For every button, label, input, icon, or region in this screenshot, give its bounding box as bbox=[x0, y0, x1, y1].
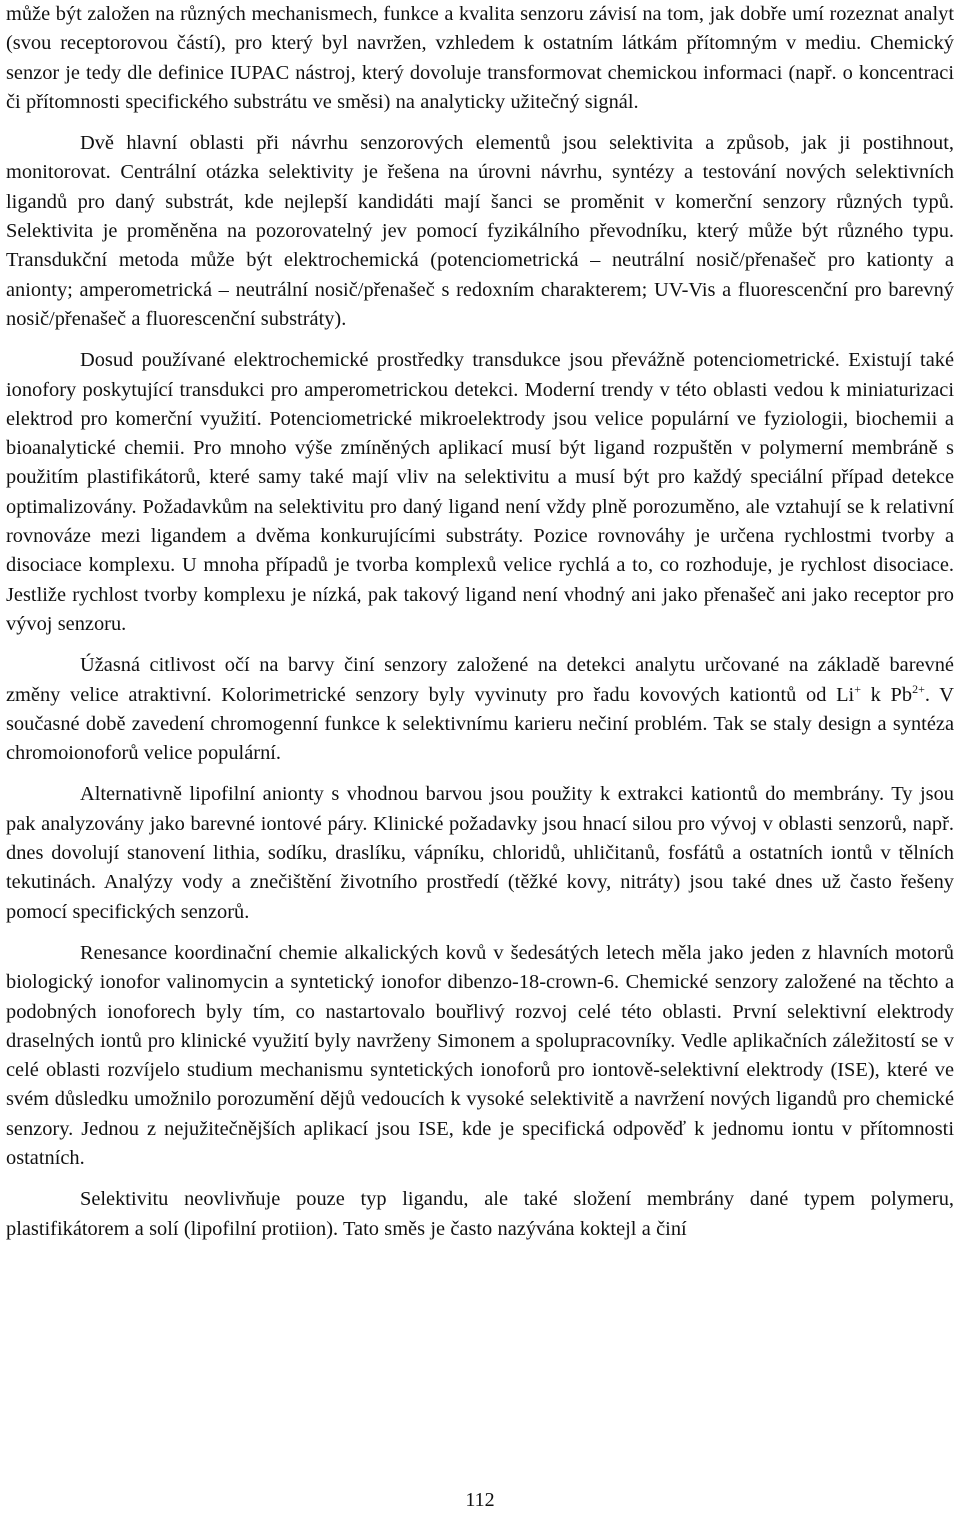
lithium-charge-superscript: + bbox=[854, 681, 862, 696]
paragraph-4 bbox=[6, 651, 954, 768]
paragraph-1: může být založen na různých mechanismech, funkce a kvalita senzoru závisí na tom, jak dobře umí rozeznat analyt (svou receptorovou částí), pro který byl navržen, vzhledem k ostatním látkám přítomným v mediu. Chemický senzor je tedy dle definice IUPAC nástroj, který dovoluje transformovat chemickou informaci (např. o koncentraci či přítomnosti specifického substrátu ve směsi) na analyticky užitečný signál. bbox=[6, 3, 954, 113]
paragraph-3: Dosud používané elektrochemické prostředky transdukce jsou převážně potenciometrické. Existují také ionofory poskytující transdukci pro amperometrickou detekci. Moderní trendy v této oblasti vedou k miniaturizaci elektrod pro komerční využití. Potenciometrické mikroelektrody jsou velice populární ve fyziologii, biochemii a bioanalytické chemii. Pro mnoho výše zmíněných aplikací musí být ligand rozpuštěn v polymerní membráně s použitím plastifikátorů, které samy také mají vliv na selektivitu a musí být pro každý speciální případ detekce optimalizovány. Požadavkům na selektivitu pro daný ligand není vždy plně porozuměno, ale vztahují se k relativní rovnováze mezi ligandem a dvěma konkurujícími substráty. Pozice rovnováhy je určena rychlostmi tvorby a disociace komplexu. U mnoha případů je tvorba komplexů velice rychlá a to, co rozhoduje, je rychlost disociace. Jestliže rychlost tvorby komplexu je nízká, pak takový ligand není vhodný ani jako přenašeč ani jako receptor pro vývoj senzoru. bbox=[6, 349, 954, 635]
paragraph-7: Selektivitu neovlivňuje pouze typ ligandu, ale také složení membrány dané typem polymeru, plastifikátorem a solí (lipofilní protiion). Tato směs je často nazývána koktejl a činí bbox=[6, 1188, 954, 1240]
page-number: 112 bbox=[465, 1489, 495, 1511]
body-text bbox=[6, 0, 954, 1244]
paragraph-4-text-b: k Pb bbox=[861, 683, 913, 706]
lead-charge-superscript: 2+ bbox=[912, 681, 925, 696]
paragraph-2: Dvě hlavní oblasti při návrhu senzorových elementů jsou selektivita a způsob, jak ji postihnout, monitorovat. Centrální otázka selektivity je řešena na úrovni návrhu, syntézy a testování nových selektivních ligandů pro daný substrát, kde nejlepší kandidáti mají šanci se proměnit v komerční senzory různých typů. Selektivita je proměněna na pozorovatelný jev pomocí fyzikálního převodníku, který může být různého typu. Transdukční metoda může být elektrochemická (potenciometrická – neutrální nosič/přenašeč pro kationty a anionty; amperometrická – neutrální nosič/přenašeč s redoxním charakterem; UV-Vis a fluorescenční pro barevný nosič/přenašeč a fluorescenční substráty). bbox=[6, 132, 954, 330]
paragraph-4-text-a: Úžasná citlivost očí na barvy činí senzory založené na detekci analytu určované na základě barevné změny velice atraktivní. Kolorimetrické senzory byly vyvinuty pro řadu kovových kationtů od Li bbox=[6, 654, 954, 706]
document-page bbox=[6, 0, 954, 1525]
paragraph-4-text-c: . V současné době zavedení chromogenní funkce k selektivnímu karieru nečiní problém. Tak se staly design a syntéza chromoionoforů velice populární. bbox=[6, 683, 955, 765]
paragraph-5: Alternativně lipofilní anionty s vhodnou barvou jsou použity k extrakci kationtů do membrány. Ty jsou pak analyzovány jako barevné iontové páry. Klinické požadavky jsou hnací silou pro vývoj v oblasti senzorů, např. dnes dovolují stanovení lithia, sodíku, draslíku, vápníku, chloridů, uhličitanů, fosfátů a ostatních iontů v tělních tekutinách. Analýzy vody a znečištění životního prostředí (těžké kovy, nitráty) jsou také dnes už často řešeny pomocí specifických senzorů. bbox=[6, 783, 954, 923]
paragraph-6: Renesance koordinační chemie alkalických kovů v šedesátých letech měla jako jeden z hlavních motorů biologický ionofor valinomycin a syntetický ionofor dibenzo-18-crown-6. Chemické senzory založené na těchto a podobných ionoforech byly tím, co nastartovalo bouřlivý rozvoj celé této oblasti. První selektivní elektrody draselných iontů pro klinické využití byly navrženy Simonem a spolupracovníky. Vedle aplikačních záležitostí se v celé oblasti rozvíjelo studium mechanismu syntetických ionoforů pro iontově-selektivní elektrody (ISE), které ve svém důsledku umožnilo porozumění dějů vedoucích k vysoké selektivitě a navržení nových ligandů pro chemické senzory. Jednou z nejužitečnějších aplikací jsou ISE, kde je specifická odpověď k jednomu iontu v přítomnosti ostatních. bbox=[6, 941, 954, 1169]
